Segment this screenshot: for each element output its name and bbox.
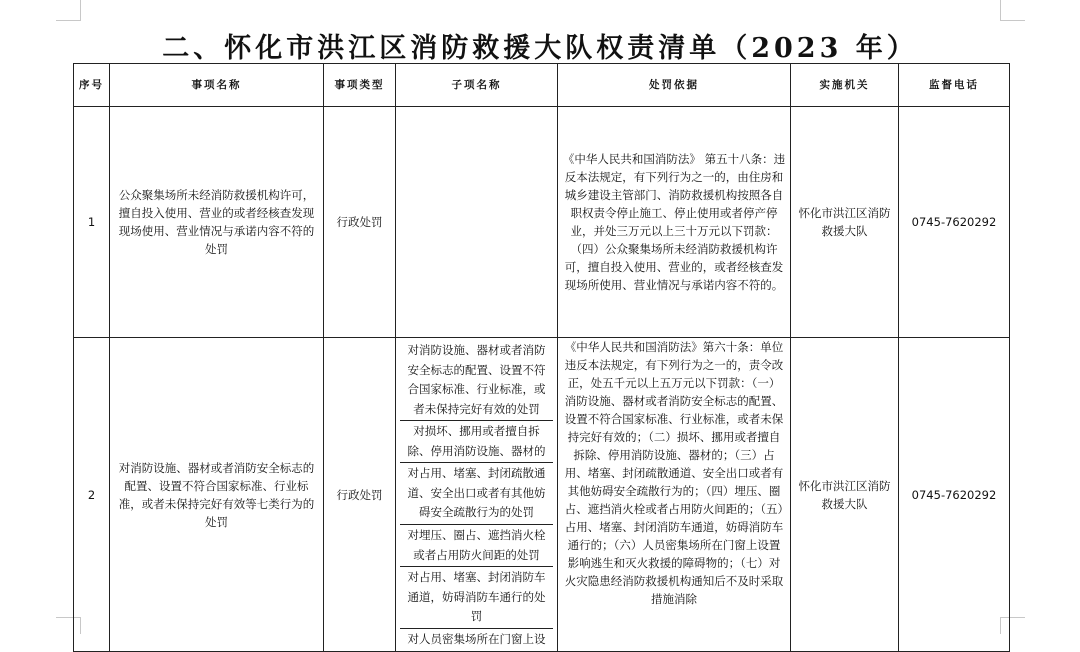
document-title: 二、怀化市洪江区消防救援大队权责清单（2023 年） [162,33,918,64]
row-agency: 怀化市洪江区消防救援大队 [791,338,899,652]
row-phone: 0745-7620292 [899,338,1010,652]
row-sub-items-empty [396,107,558,338]
row-seq: 2 [74,338,110,652]
sub-item: 对占用、堵塞、封闭消防车通道，妨碍消防车通行的处罚 [400,567,553,629]
responsibility-table [73,63,1010,652]
row-phone: 0745-7620292 [899,107,1010,338]
row-seq: 1 [74,107,110,338]
table-row [74,338,1010,652]
row-agency: 怀化市洪江区消防救援大队 [791,107,899,338]
sub-item: 对占用、堵塞、封闭疏散通道、安全出口或者有其他妨碍安全疏散行为的处罚 [400,463,553,525]
row-sub-items [396,338,558,652]
crop-mark-top-right [1000,0,1025,21]
table-row [74,107,1010,338]
header-item-type: 事项类型 [324,64,396,107]
header-agency: 实施机关 [791,64,899,107]
sub-item: 对人员密集场所在门窗上设 [407,632,546,646]
crop-mark-top-left [56,0,81,21]
sub-item: 对消防设施、器材或者消防安全标志的配置、设置不符合国家标准、行业标准，或者未保持完好有效的处罚 [400,340,553,421]
row-item-type: 行政处罚 [324,338,396,652]
header-phone: 监督电话 [899,64,1010,107]
row-item-type: 行政处罚 [324,107,396,338]
row-penalty-basis: 《中华人民共和国消防法》第六十条：单位违反本法规定，有下列行为之一的，责令改正，处五千元以上五万元以下罚款：（一）消防设施、器材或者消防安全标志的配置、设置不符合国家标准、行业标准，或者未保持完好有效的；（二）损坏、挪用或者擅自拆除、停用消防设施、器材的；（三）占用、堵塞、封闭疏散通道、安全出口或者有其他妨碍安全疏散行为的；（四）埋压、圈占、遮挡消火栓或者占用防火间距的；（五）占用、堵塞、封闭消防车通道，妨碍消防车通行的；（六）人员密集场所在门窗上设置影响逃生和灭火救援的障碍物的；（七）对火灾隐患经消防救援机构通知后不及时采取措施消除 [558,338,791,652]
sub-item: 对埋压、圈占、遮挡消火栓或者占用防火间距的处罚 [400,525,553,567]
row-item-name: 公众聚集场所未经消防救援机构许可，擅自投入使用、营业的或者经核查发现现场使用、营业情况与承诺内容不符的处罚 [110,107,324,338]
row-item-name: 对消防设施、器材或者消防安全标志的配置、设置不符合国家标准、行业标准，或者未保持完好有效等七类行为的处罚 [110,338,324,652]
header-seq: 序号 [74,64,110,107]
sub-item: 对损坏、挪用或者擅自拆除、停用消防设施、器材的 [400,421,553,463]
header-item-name: 事项名称 [110,64,324,107]
header-sub-item-name: 子项名称 [396,64,558,107]
header-row [74,64,1010,107]
header-penalty-basis: 处罚依据 [558,64,791,107]
row-penalty-basis: 《中华人民共和国消防法》 第五十八条：违反本法规定，有下列行为之一的，由住房和城乡建设主管部门、消防救援机构按照各自职权责令停止施工、停止使用或者停产停业，并处三万元以上三十万元以下罚款：（四）公众聚集场所未经消防救援机构许可，擅自投入使用、营业的，或者经核查发现场所使用、营业情况与承诺内容不符的。 [558,107,791,338]
